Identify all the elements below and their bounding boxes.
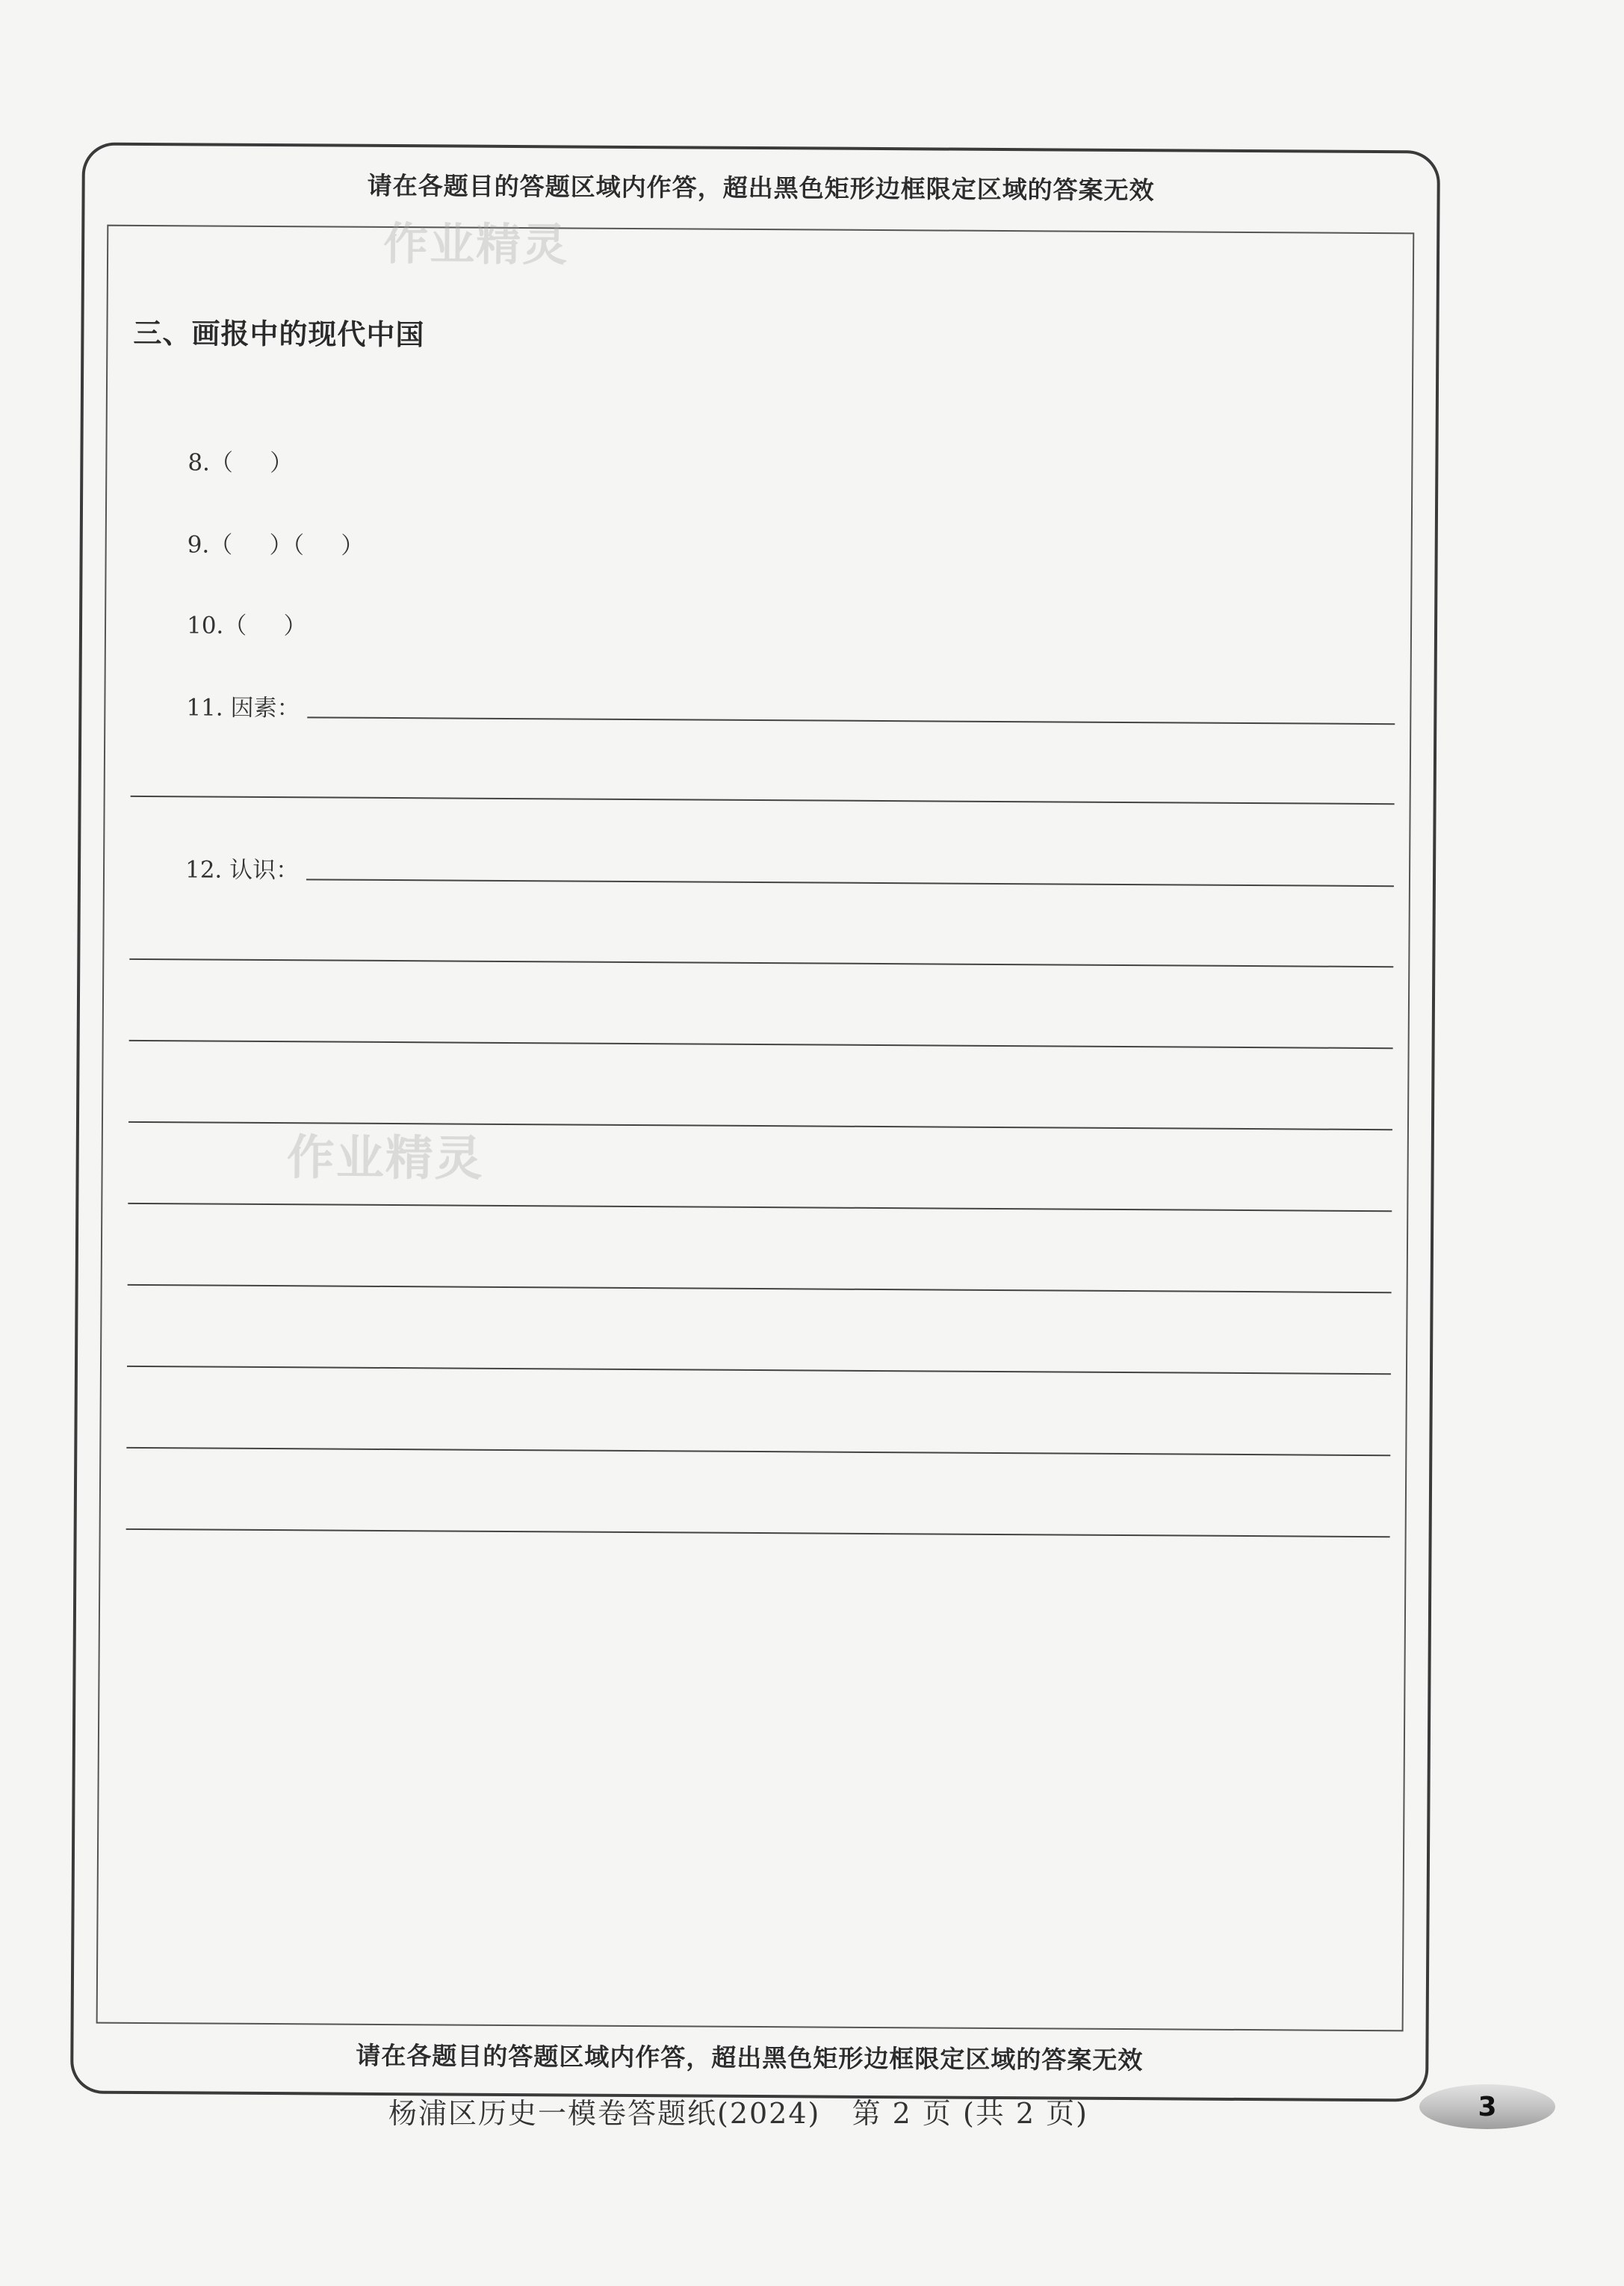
answer-line[interactable] [126,1528,1390,1537]
answer-line[interactable] [129,1040,1393,1049]
section-title: 三、画报中的现代中国 [133,316,425,352]
answer-line[interactable] [127,1366,1391,1375]
watermark: 作业精灵 [286,1130,484,1187]
question-11-label: 11. 因素： [186,694,300,722]
answer-line[interactable] [128,1284,1392,1293]
answer-line-12-first[interactable] [306,879,1394,887]
bottom-notice: 请在各题目的答题区域内作答，超出黑色矩形边框限定区域的答案无效 [356,2040,1144,2075]
question-8: 8.（ ） [187,449,294,477]
answer-line[interactable] [126,1447,1390,1456]
question-12-label: 12. 认识： [185,856,300,885]
page-number-badge [1419,2084,1555,2129]
question-9: 9.（ ）（ ） [187,531,365,560]
page-number: 3 [1478,2091,1497,2122]
watermark: 作业精灵 [382,217,569,272]
top-notice: 请在各题目的答题区域内作答，超出黑色矩形边框限定区域的答案无效 [367,170,1155,205]
answer-line[interactable] [128,1203,1392,1212]
question-10: 10.（ ） [186,612,307,640]
answer-line[interactable] [131,796,1395,805]
answer-line-11-first[interactable] [307,716,1395,725]
answer-line[interactable] [129,958,1393,967]
answer-sheet-border [70,142,1440,2101]
footer-text: 杨浦区历史一模卷答题纸(2024) 第 2 页 (共 2 页) [388,2097,1088,2130]
